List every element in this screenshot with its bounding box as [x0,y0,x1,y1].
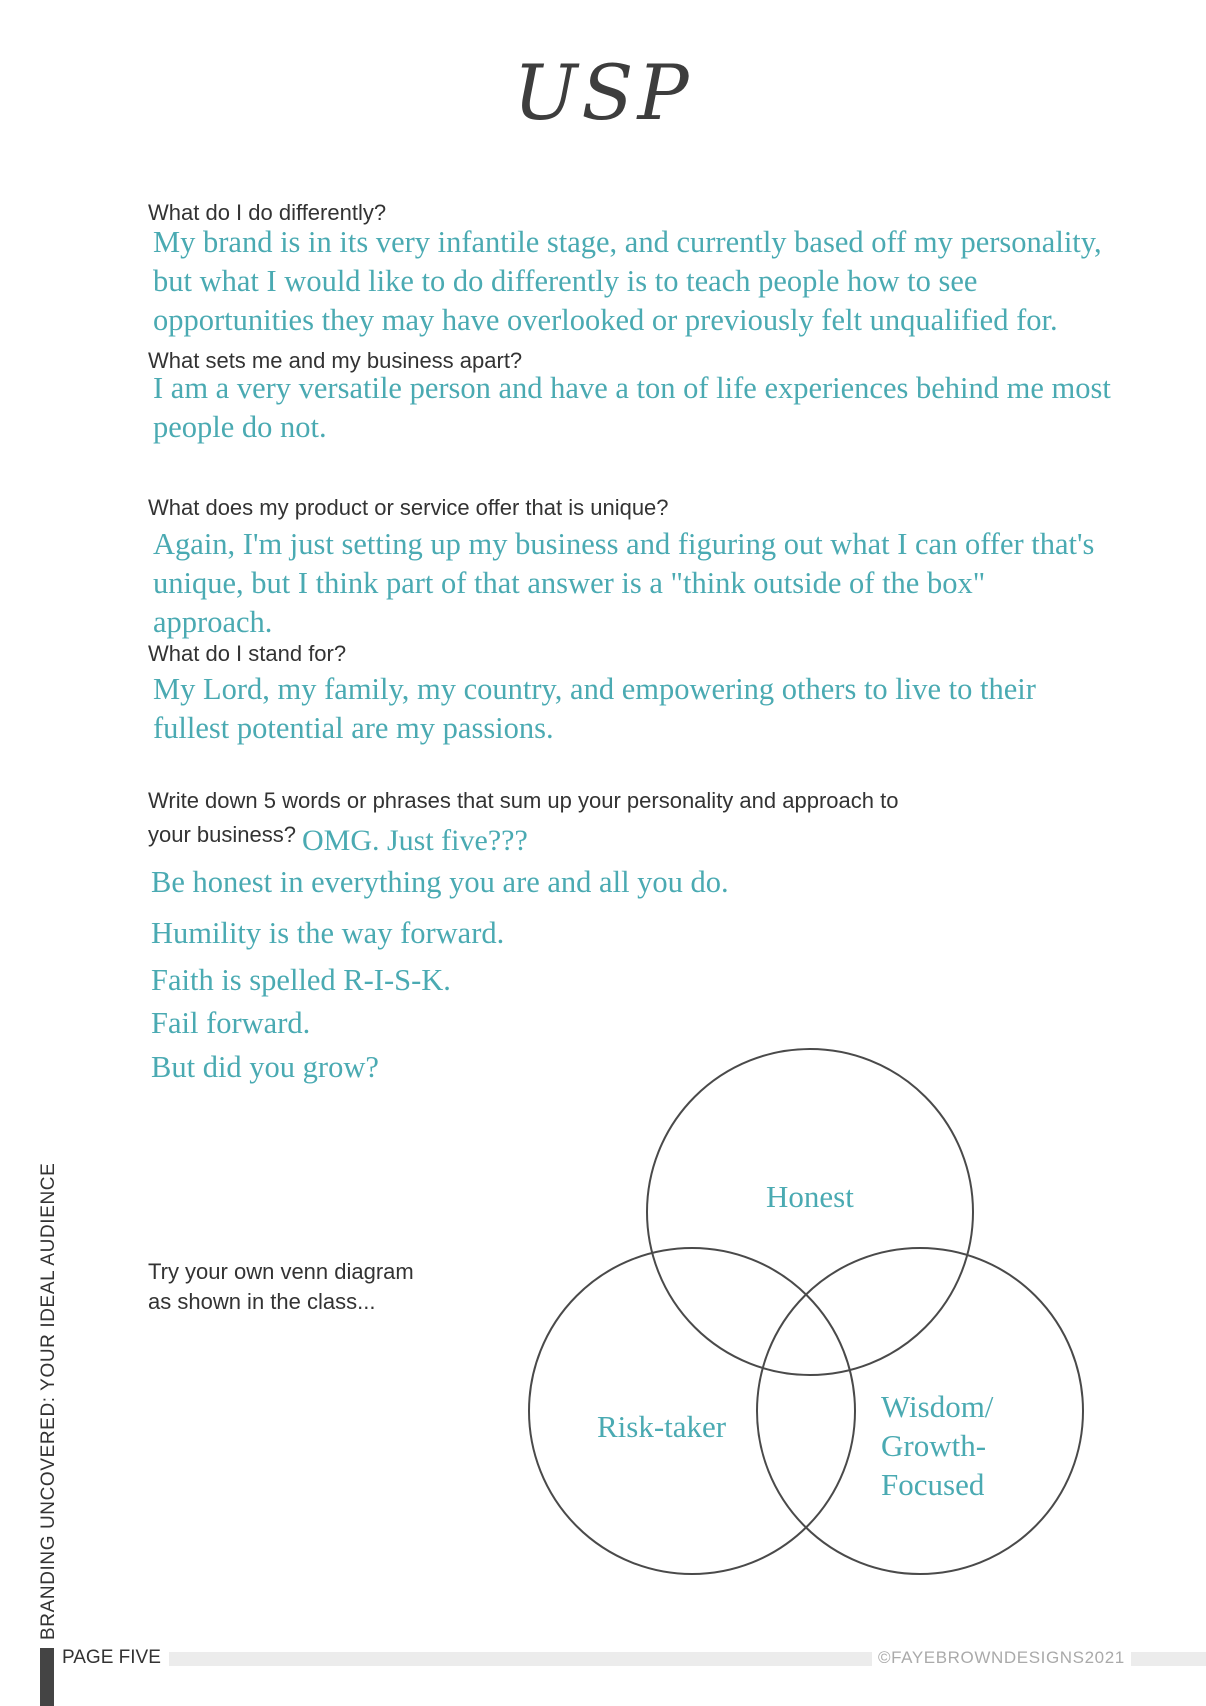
page-number: PAGE FIVE [62,1647,169,1669]
venn-label-right-line: Wisdom/ [881,1389,994,1424]
answer-line: approach. [153,605,273,639]
question-five-words-text: your business? [148,822,296,847]
venn-label-right-line: Focused [881,1467,985,1502]
sidebar-bar [40,1648,54,1706]
inline-answer: OMG. Just five??? [301,824,528,857]
answer-line: but what I would like to do differently is to teach people how to see [153,264,978,298]
phrase-item: Humility is the way forward. [151,916,505,950]
answer-line: unique, but I think part of that answer is a "think outside of the box" [153,566,986,600]
question-unique: What does my product or service offer that is unique? [148,495,669,520]
answer-line: people do not. [153,410,327,444]
phrase-item: Fail forward. [151,1006,311,1040]
page-title: USP [513,48,693,137]
answer-line: My Lord, my family, my country, and empowering others to live to their [153,672,1036,706]
answer-line: fullest potential are my passions. [153,711,554,745]
sidebar-label: BRANDING UNCOVERED: YOUR IDEAL AUDIENCE [38,1162,59,1640]
answer-line: opportunities they may have overlooked or previously felt unqualified for. [153,303,1058,337]
venn-label-right-line: Growth- [881,1428,987,1463]
question-apart: What sets me and my business apart? [148,348,523,373]
venn-prompt-line: Try your own venn diagram [148,1259,414,1284]
venn-label-top: Honest [766,1179,854,1214]
question-differently: What do I do differently? [148,200,387,225]
question-five-words: Write down 5 words or phrases that sum up your personality and approach to [148,788,899,813]
question-stand-for: What do I stand for? [148,641,347,666]
venn-label-left: Risk-taker [597,1409,727,1444]
phrase-item: Be honest in everything you are and all you do. [151,865,729,899]
answer-line: I am a very versatile person and have a ton of life experiences behind me most [153,371,1111,405]
answer-line: My brand is in its very infantile stage, and currently based off my personality, [153,225,1102,259]
phrase-item: Faith is spelled R-I-S-K. [151,963,451,997]
copyright: ©FAYEBROWNDESIGNS2021 [872,1648,1131,1668]
phrase-item: But did you grow? [151,1050,379,1084]
venn-prompt-line: as shown in the class... [148,1289,376,1314]
answer-line: Again, I'm just setting up my business and figuring out what I can offer that's [153,527,1095,561]
venn-label-right [881,1387,993,1504]
